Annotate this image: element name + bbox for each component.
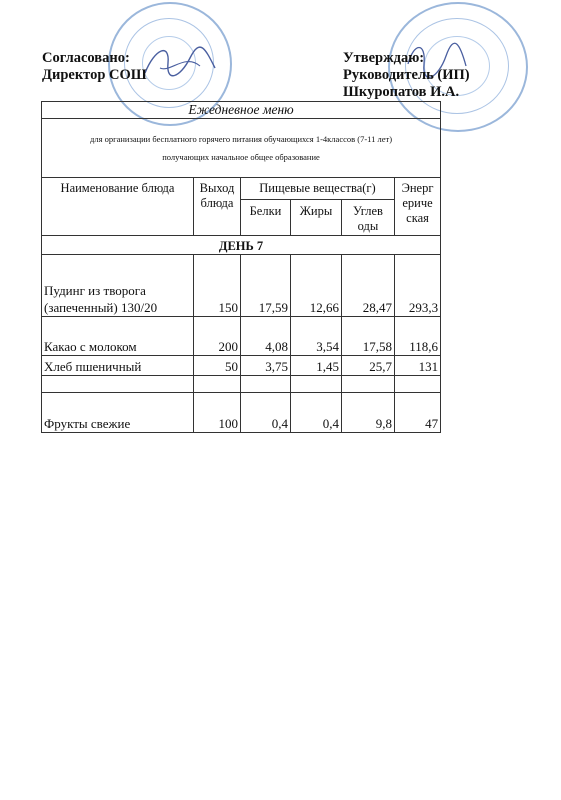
dish-energy: 131 [395, 356, 441, 376]
dish-yield: 200 [194, 317, 241, 356]
col-carbs-b: оды [357, 219, 379, 233]
menu-subtitle-line1: для организации бесплатного горячего питания обучающихся 1-4классов (7-11 лет) [90, 134, 393, 144]
dish-fat: 1,45 [291, 356, 342, 376]
head-name: Шкуропатов И.А. [343, 84, 460, 100]
dish-name [42, 255, 194, 317]
dish-protein: 17,59 [241, 255, 291, 317]
menu-subtitle [42, 119, 441, 178]
dish-yield: 150 [194, 255, 241, 317]
approver-block [343, 50, 470, 101]
table-row [42, 393, 441, 433]
dish-protein: 4,08 [241, 317, 291, 356]
approval-label: Согласовано: [42, 50, 130, 66]
col-protein: Белки [241, 200, 291, 236]
daily-menu-table [41, 101, 441, 433]
col-yield-b: блюда [200, 196, 234, 210]
col-fat: Жиры [291, 200, 342, 236]
dish-fat: 0,4 [291, 393, 342, 433]
dish-name: Хлеб пшеничный [42, 356, 194, 376]
menu-title: Ежедневное меню [42, 102, 441, 119]
dish-protein: 3,75 [241, 356, 291, 376]
table-row [42, 317, 441, 356]
table-row [42, 356, 441, 376]
col-nutrients: Пищевые вещества(г) [241, 178, 395, 200]
dish-fat: 3,54 [291, 317, 342, 356]
col-energy [395, 178, 441, 236]
empty-row [42, 376, 441, 393]
col-carbs-a: Углев [353, 204, 383, 218]
col-yield [194, 178, 241, 236]
col-energy-c: ская [406, 211, 429, 225]
head-label: Руководитель (ИП) [343, 67, 470, 83]
dish-protein: 0,4 [241, 393, 291, 433]
col-carbs [342, 200, 395, 236]
dish-yield: 100 [194, 393, 241, 433]
menu-subtitle-line2: получающих начальное общее образование [162, 152, 320, 162]
col-dish-name: Наименование блюда [42, 178, 194, 236]
dish-energy: 47 [395, 393, 441, 433]
dish-name: Фрукты свежие [42, 393, 194, 433]
dish-name: Какао с молоком [42, 317, 194, 356]
director-signature [140, 38, 220, 88]
dish-carbs: 17,58 [342, 317, 395, 356]
col-energy-b: ериче [402, 196, 433, 210]
dish-energy: 293,3 [395, 255, 441, 317]
dish-carbs: 9,8 [342, 393, 395, 433]
dish-carbs: 25,7 [342, 356, 395, 376]
dish-yield: 50 [194, 356, 241, 376]
table-row [42, 255, 441, 317]
director-label: Директор СОШ [42, 67, 147, 83]
day-label: ДЕНЬ 7 [42, 236, 441, 255]
dish-name-b: (запеченный) 130/20 [44, 300, 158, 315]
col-energy-a: Энерг [401, 181, 434, 195]
dish-fat: 12,66 [291, 255, 342, 317]
dish-energy: 118,6 [395, 317, 441, 356]
col-yield-a: Выход [199, 181, 235, 195]
dish-carbs: 28,47 [342, 255, 395, 317]
approve-label: Утверждаю: [343, 50, 425, 66]
dish-name-a: Пудинг из творога [44, 283, 146, 298]
approval-block [42, 50, 147, 84]
